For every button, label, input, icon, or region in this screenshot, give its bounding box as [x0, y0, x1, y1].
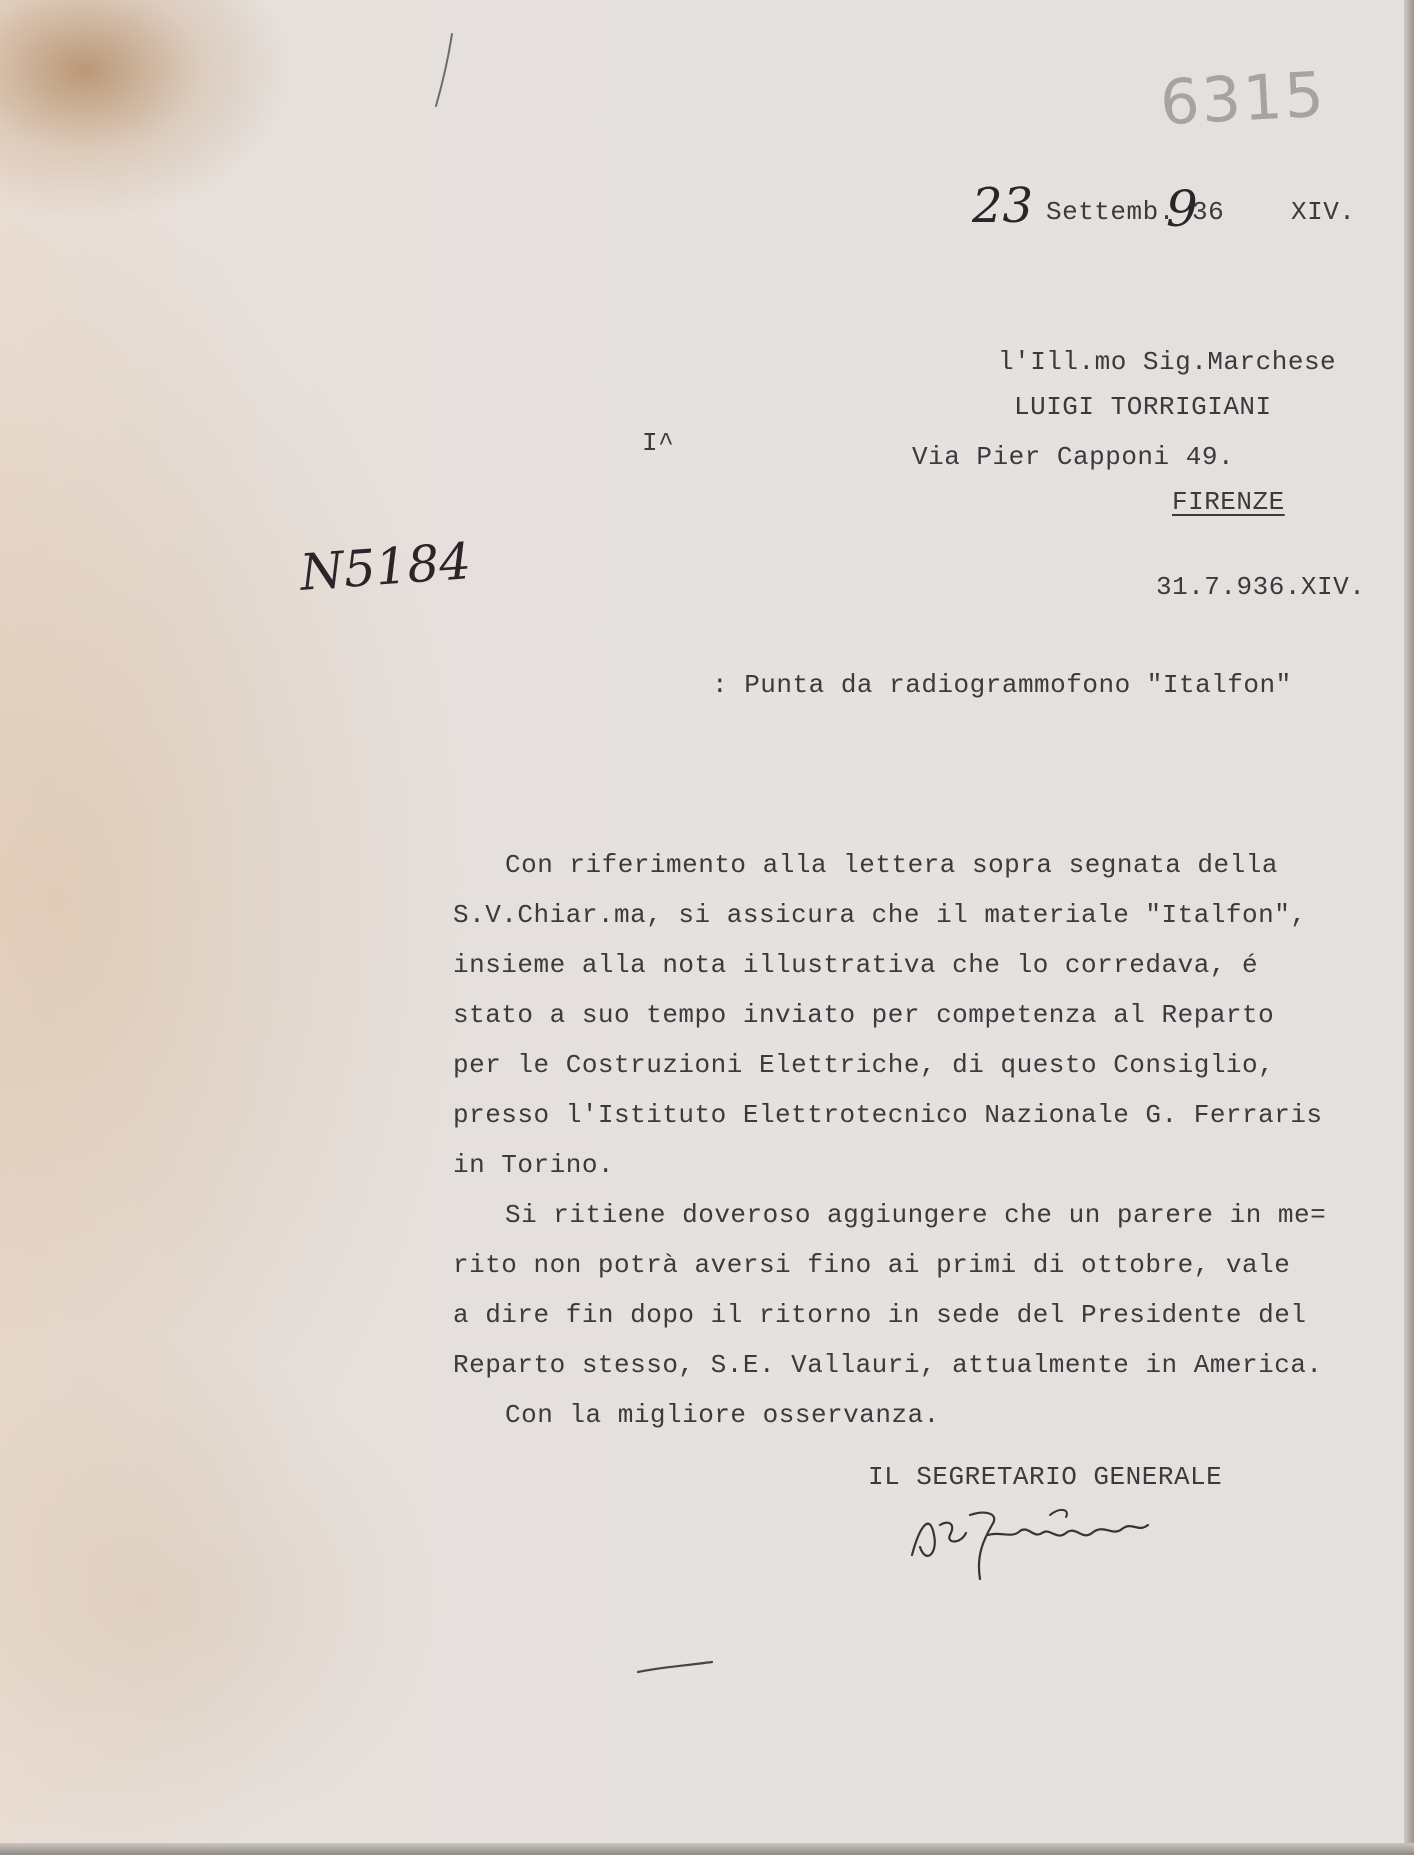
date-month: Settemb.: [1046, 197, 1175, 227]
signature: [900, 1495, 1200, 1585]
body-line: rito non potrà aversi fino ai primi di ottobre, vale: [453, 1250, 1291, 1280]
page-edge-right: [1404, 0, 1414, 1855]
body-line: insieme alla nota illustrativa che lo corredava, é: [453, 950, 1259, 980]
body-line: per le Costruzioni Elettriche, di questo Consiglio,: [453, 1050, 1275, 1080]
signatory-title: IL SEGRETARIO GENERALE: [868, 1462, 1223, 1492]
reference-date: 31.7.936.XIV.: [1156, 572, 1366, 602]
protocol-number: N5184: [298, 532, 473, 602]
recipient-salutation: l'Ill.mo Sig.Marchese: [998, 347, 1337, 377]
body-line: stato a suo tempo inviato per competenza al Reparto: [453, 1000, 1275, 1030]
body-line: Con la migliore osservanza.: [505, 1400, 940, 1430]
body-line: presso l'Istituto Elettrotecnico Nazionale G. Ferraris: [453, 1100, 1323, 1130]
page-edge-bottom: [0, 1843, 1414, 1855]
recipient-city: FIRENZE: [1172, 487, 1285, 517]
recipient-address: Via Pier Capponi 49.: [912, 442, 1235, 472]
pen-stroke: [636, 1658, 716, 1678]
subject-line: : Punta da radiogrammofono "Italfon": [712, 670, 1292, 700]
archive-number: 6315: [1158, 57, 1328, 140]
body-line: Reparto stesso, S.E. Vallauri, attualmente in America.: [453, 1350, 1323, 1380]
date-era: XIV.: [1291, 197, 1356, 227]
recipient-name: LUIGI TORRIGIANI: [1014, 392, 1272, 422]
margin-mark: I^: [642, 428, 675, 458]
body-line: Con riferimento alla lettera sopra segnata della: [505, 850, 1278, 880]
date-year-typed: 36: [1192, 197, 1225, 227]
body-line: S.V.Chiar.ma, si assicura che il materiale "Italfon",: [453, 900, 1307, 930]
pencil-mark: [430, 30, 460, 110]
date-year-hand: 9: [1166, 180, 1198, 238]
body-line: Si ritiene doveroso aggiungere che un parere in me=: [505, 1200, 1327, 1230]
body-line: a dire fin dopo il ritorno in sede del Presidente del: [453, 1300, 1307, 1330]
date-day: 23: [972, 178, 1034, 234]
body-line: in Torino.: [453, 1150, 615, 1180]
